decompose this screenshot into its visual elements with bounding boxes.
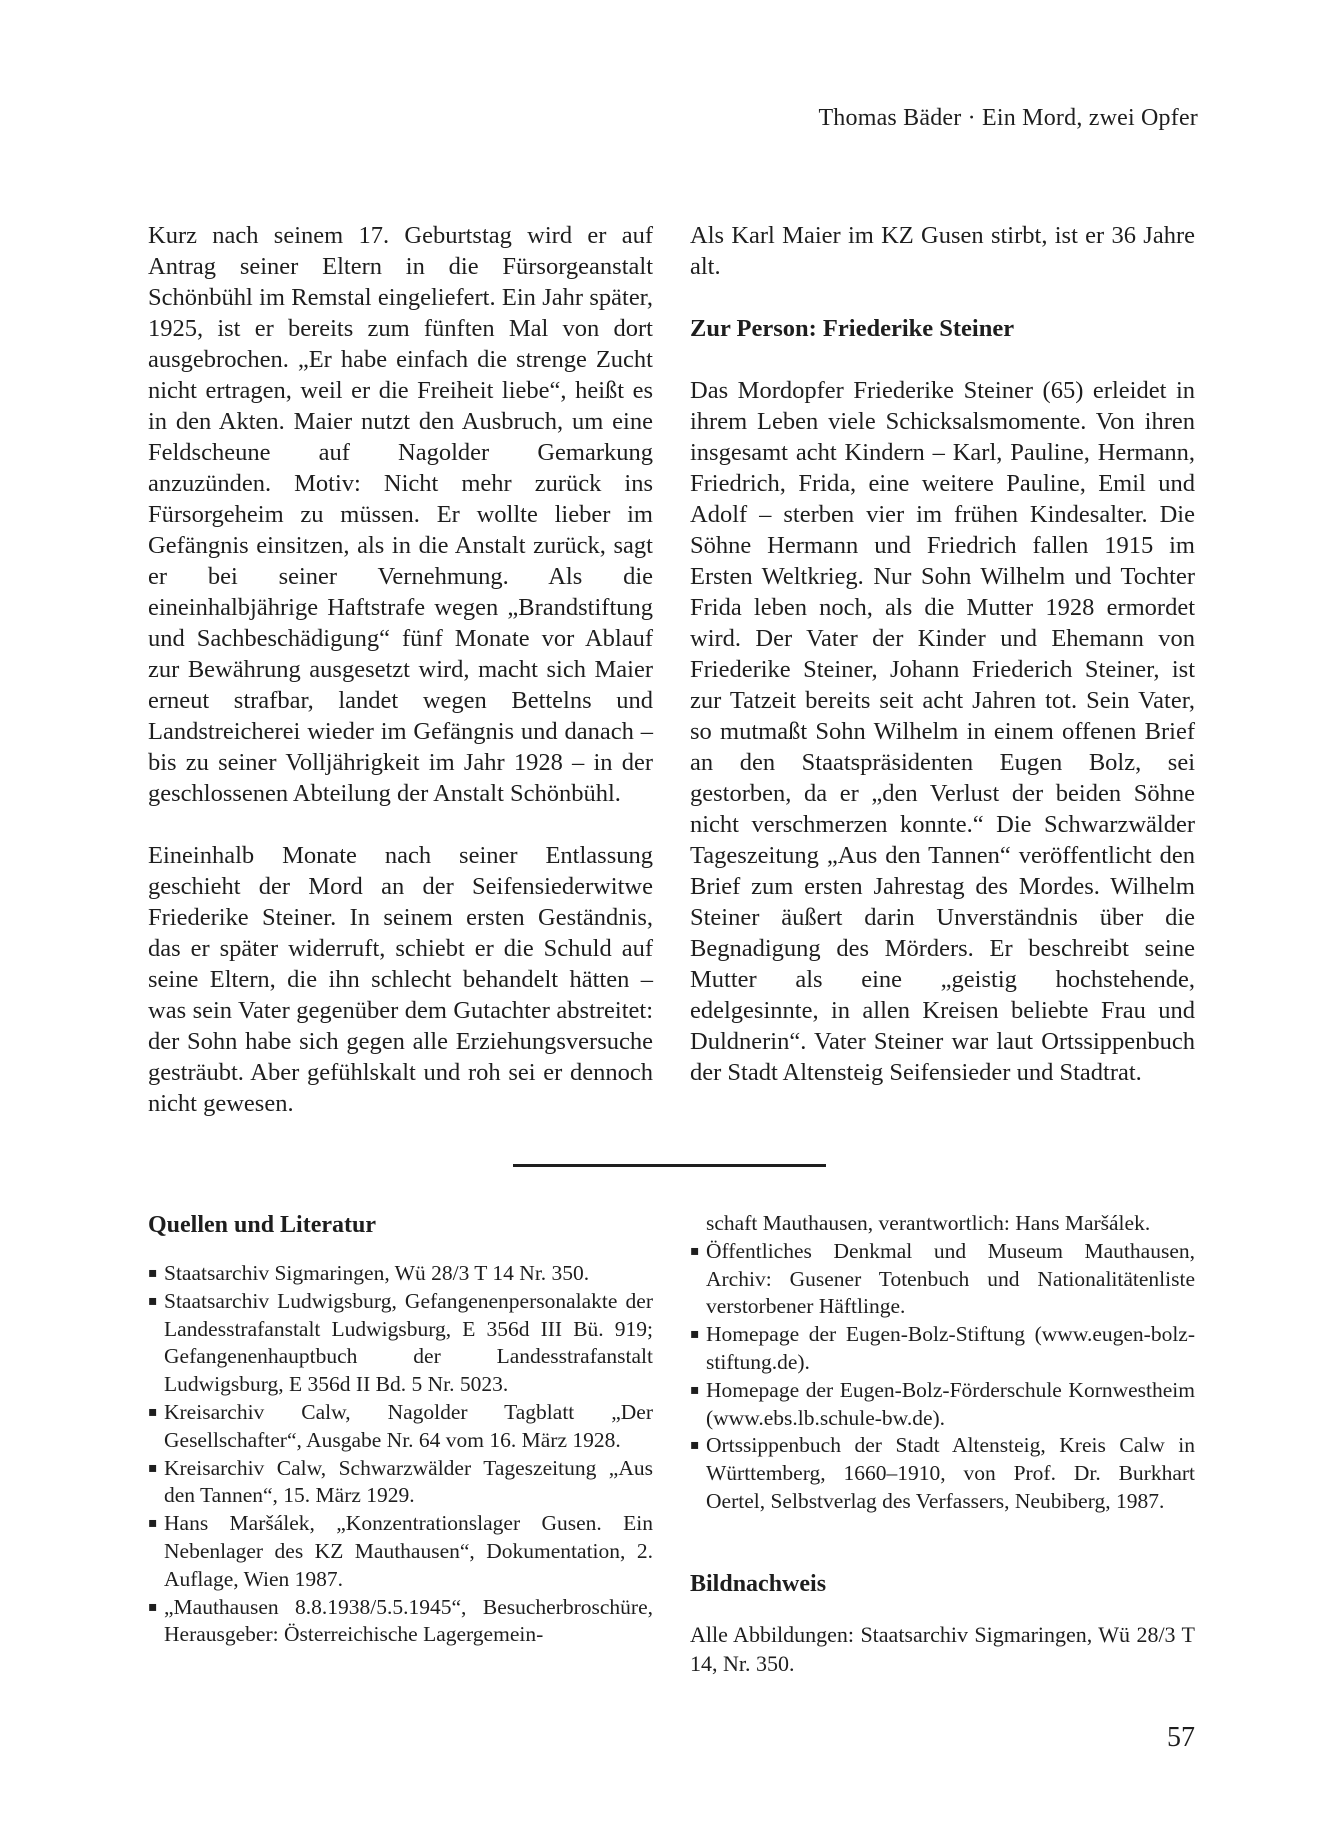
sources-list-continued (690, 1210, 1195, 1516)
source-item: ▪ „Mauthausen 8.8.1938/5.5.1945“, Besucherbroschüre, Herausgeber: Österreichische Lagergemein- (148, 1594, 653, 1650)
sources-right-column (690, 1210, 1195, 1516)
section-divider (513, 1164, 826, 1167)
source-item-continuation: schaft Mauthausen, verantwortlich: Hans Maršálek. (706, 1211, 1151, 1235)
sources-heading: Quellen und Literatur (148, 1212, 377, 1238)
image-credits-heading: Bildnachweis (690, 1571, 827, 1597)
body-paragraph: Eineinhalb Monate nach seiner Entlassung geschieht der Mord an der Seifensiederwitwe Friederike Steiner. In seinem ersten Geständnis, das er später widerruft, schiebt er die Schuld auf seine Eltern, die ihn schlecht behandelt hätten – was sein Vater gegenüber dem Gutachter abstreitet: der Sohn habe sich gegen alle Erziehungsversuche gesträubt. Aber gefühlskalt und roh sei er dennoch nicht gewesen. (148, 842, 653, 1117)
source-item: ▪ Öffentliches Denkmal und Museum Mauthausen, Archiv: Gusener Totenbuch und Nationalitätenliste verstorbener Häftlinge. (690, 1238, 1195, 1321)
running-head: Thomas Bäder · Ein Mord, zwei Opfer (818, 105, 1198, 131)
body-paragraph: Als Karl Maier im KZ Gusen stirbt, ist er 36 Jahre alt. (690, 222, 1195, 280)
image-credits-text: Alle Abbildungen: Staatsarchiv Sigmaringen, Wü 28/3 T 14, Nr. 350. (690, 1622, 1195, 1676)
body-paragraph: Das Mordopfer Friederike Steiner (65) erleidet in ihrem Leben viele Schicksalsmomente. Von ihren insgesamt acht Kindern – Karl, Pauline, Hermann, Friedrich, Frida, eine weitere Pauline, Emil und Adolf – sterben vier im frühen Kindesalter. Die Söhne Hermann und Friedrich fallen 1915 im Ersten Weltkrieg. Nur Sohn Wilhelm und Tochter Frida leben noch, als die Mutter 1928 ermordet wird. Der Vater der Kinder und Ehemann von Friederike Steiner, Johann Friederich Steiner, ist zur Tatzeit bereits seit acht Jahren tot. Sein Vater, so mutmaßt Sohn Wilhelm in einem offenen Brief an den Staatspräsidenten Eugen Bolz, sei gestorben, da er „den Verlust der beiden Söhne nicht verschmerzen konnte.“ Die Schwarzwälder Tageszeitung „Aus den Tannen“ veröffentlicht den Brief zum ersten Jahrestag des Mordes. Wilhelm Steiner äußert darin Unverständnis über die Begnadigung des Mörders. Er beschreibt seine Mutter als eine „geistig hochstehende, edelgesinnte, in allen Kreisen beliebte Frau und Duldnerin“. Vater Steiner war laut Ortssippenbuch der Stadt Altensteig Seifensieder und Stadtrat. (690, 377, 1195, 1086)
source-item: ▪ Kreisarchiv Calw, Schwarzwälder Tageszeitung „Aus den Tannen“, 15. März 1929. (148, 1455, 653, 1511)
source-item: ▪ Kreisarchiv Calw, Nagolder Tagblatt „Der Gesellschafter“, Ausgabe Nr. 64 vom 16. März 1928. (148, 1399, 653, 1455)
source-item: ▪ Hans Maršálek, „Konzentrationslager Gusen. Ein Nebenlager des KZ Mauthausen“, Dokumentation, 2. Auflage, Wien 1987. (148, 1510, 653, 1593)
source-item: ▪ Homepage der Eugen-Bolz-Förderschule Kornwestheim (www.ebs.lb.schule-bw.de). (690, 1377, 1195, 1433)
right-column (690, 220, 1195, 1119)
sources-list (148, 1260, 653, 1649)
body-paragraph: Kurz nach seinem 17. Geburtstag wird er auf Antrag seiner Eltern in die Fürsorgeanstalt Schönbühl im Remstal eingeliefert. Ein Jahr später, 1925, ist er bereits zum fünften Mal von dort ausgebrochen. „Er habe einfach die strenge Zucht nicht ertragen, weil er die Freiheit liebe“, heißt es in den Akten. Maier nutzt den Ausbruch, um eine Feldscheune auf Nagolder Gemarkung anzuzünden. Motiv: Nicht mehr zurück ins Fürsorgeheim zu müssen. Er wollte lieber im Gefängnis einsitzen, als in die Anstalt zurück, sagt er bei seiner Vernehmung. Als die eineinhalbjährige Haftstrafe wegen „Brandstiftung und Sachbeschädigung“ fünf Monate vor Ablauf zur Bewährung ausgesetzt wird, macht sich Maier erneut strafbar, landet wegen Bettelns und Landstreicherei wieder im Gefängnis und danach – bis zu seiner Volljährigkeit im Jahr 1928 – in der geschlossenen Abteilung der Anstalt Schönbühl. (148, 222, 653, 807)
source-item: ▪ Homepage der Eugen-Bolz-Stiftung (www.eugen-bolz-stiftung.de). (690, 1321, 1195, 1377)
page-number: 57 (1167, 1722, 1195, 1753)
source-item: ▪ Ortssippenbuch der Stadt Altensteig, Kreis Calw in Württemberg, 1660–1910, von Prof. Dr. Burkhart Oertel, Selbstverlag des Verfassers, Neubiberg, 1987. (690, 1432, 1195, 1515)
sources-left-column (148, 1210, 653, 1649)
source-item: ▪ Staatsarchiv Ludwigsburg, Gefangenenpersonalakte der Landesstrafanstalt Ludwigsburg, E 356d III Bü. 919; Gefangenenhauptbuch der Landesstrafanstalt Ludwigsburg, E 356d II Bd. 5 Nr. 5023. (148, 1288, 653, 1399)
source-item: ▪ Staatsarchiv Sigmaringen, Wü 28/3 T 14 Nr. 350. (148, 1260, 653, 1288)
left-column (148, 220, 653, 1150)
section-heading: Zur Person: Friederike Steiner (690, 315, 1015, 342)
